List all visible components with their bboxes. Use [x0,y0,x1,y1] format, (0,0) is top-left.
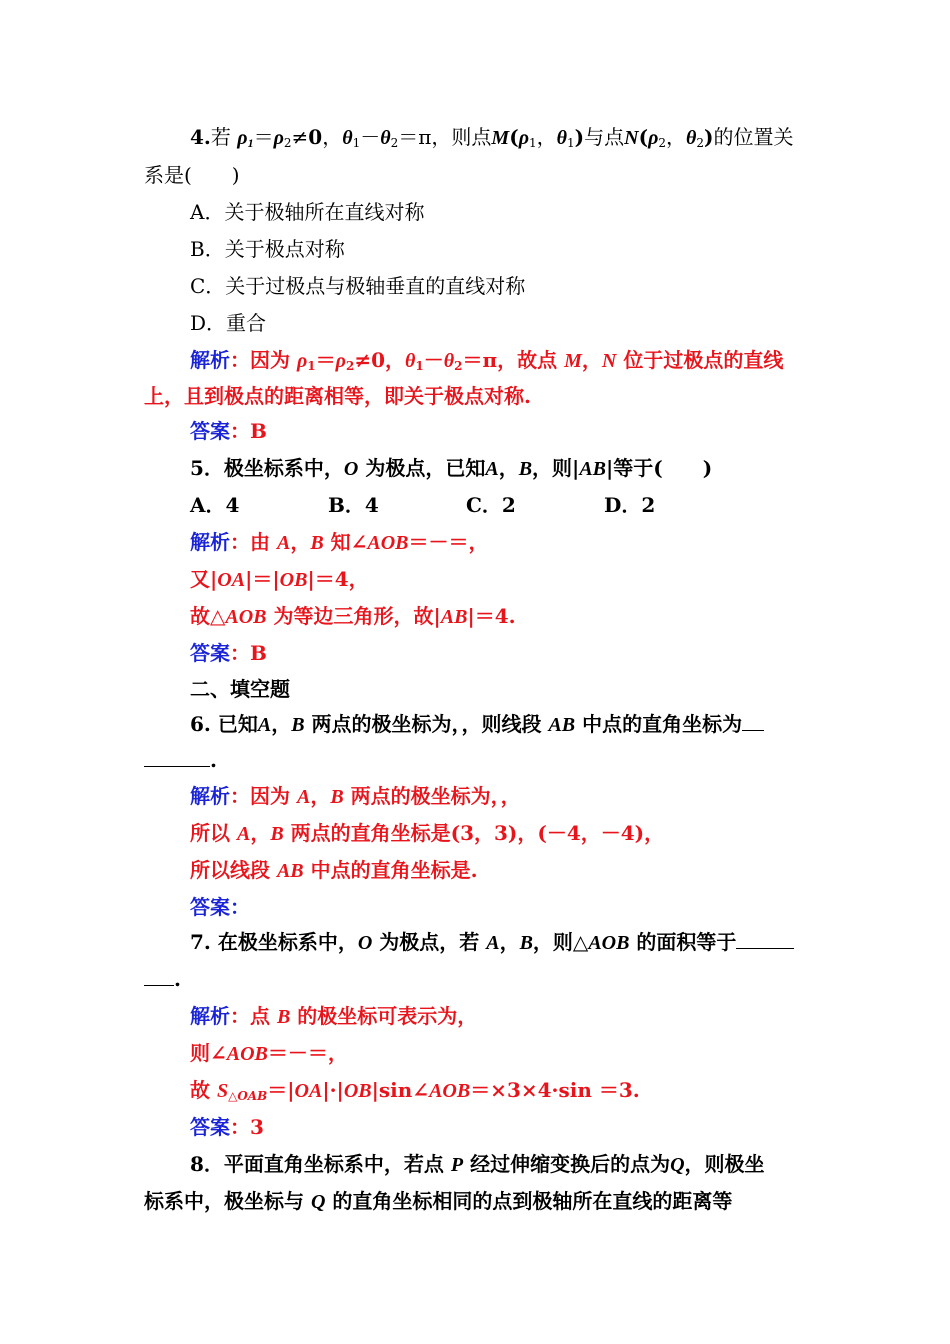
q5-option-b: B．4 [328,493,379,517]
q6-analysis-line1: 解析：因为 A，B 两点的极坐标为，， [190,784,521,808]
q4-line1: 4.若 $\rho_1=\rho_2\ne 0$，$\theta_1-\theta_2=\pi$，则点$M(\rho_1$，$\theta_1$)与点$N(\rho_2$，$\theta_2$)的位置关 [190,125,794,150]
q4-option-b: B．关于极点对称 [190,237,345,261]
q5-analysis-line2: 又|OA|＝|OB|＝4， [190,567,369,591]
q7-analysis-line2: 则∠AOB＝－＝， [190,1041,348,1065]
q5-option-a: A．4 [190,493,240,517]
q4-option-c: C．关于过极点与极轴垂直的直线对称 [190,274,526,298]
q5-analysis-line1: 解析：由 A，B 知∠AOB＝－＝， [190,530,489,554]
q6-line1: 6. 已知A，B 两点的极坐标为，，则线段 AB 中点的直角坐标为 [190,711,764,738]
q7-analysis-line3: 故 $S_{\triangle OAB}=|OA|\cdot|OB|\sin\angle AOB=\times 3\times 4\cdot\sin =3$. [190,1078,640,1103]
q6-answer: 答案： [190,895,250,919]
q5-options [190,492,742,518]
q4-answer: 答案：B [190,419,267,443]
q5-option-c: C．2 [466,493,516,517]
q5-option-d: D．2 [604,493,656,517]
q7-analysis-line1: 解析：点 B 的极坐标可表示为， [190,1004,478,1028]
q4-option-a: A．关于极轴所在直线对称 [190,200,425,224]
q8-line1: 8．平面直角坐标系中，若点 P 经过伸缩变换后的点为Q，则极坐 [190,1152,765,1176]
q7-answer: 答案：3 [190,1115,264,1139]
q4-line2: 系是( ) [144,163,240,187]
section-heading: 二、填空题 [190,677,290,701]
q5-line1: 5．极坐标系中，O 为极点，已知A，B，则|AB|等于( ) [190,456,713,480]
q7-line2: . [144,966,181,992]
q4-analysis-line1: 解析：因为 $\rho_1=\rho_2\ne 0$，$\theta_1-\theta_2=\pi$，故点 M，N 位于过极点的直线 [190,348,784,373]
q4-analysis-line2: 上，且到极点的距离相等，即关于极点对称. [144,384,531,408]
q8-line2: 标系中，极坐标与 Q 的直角坐标相同的点到极轴所在直线的距离等 [144,1189,733,1213]
q5-analysis-line3: 故△AOB 为等边三角形，故|AB|＝4. [190,604,516,628]
q6-analysis-line2: 所以 A，B 两点的直角坐标是(3，3)，(－4，－4)， [190,821,665,845]
q6-analysis-line3: 所以线段 AB 中点的直角坐标是. [190,858,478,882]
q4-option-d: D．重合 [190,311,267,335]
q5-answer: 答案：B [190,641,267,665]
q7-line1: 7. 在极坐标系中，O 为极点，若 A，B，则△AOB 的面积等于 [190,929,794,956]
q6-line2: . [144,747,217,773]
